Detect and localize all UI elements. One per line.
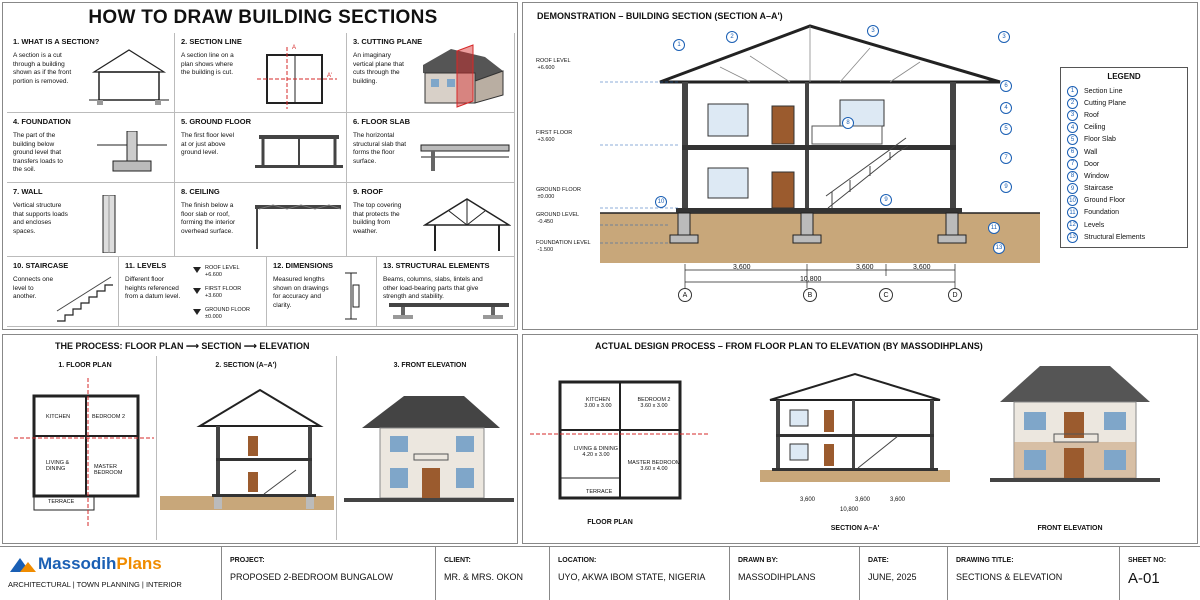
concept-dimensions: 12. DIMENSIONS Measured lengths shown on drawings for accuracy and clarity. (267, 257, 377, 327)
legend-label: Section Line (1084, 87, 1123, 95)
concept-roof: 9. ROOF The top covering that protects the building from weather. (347, 183, 515, 257)
callout-9b: 9 (880, 194, 892, 206)
legend-number-icon: 12 (1067, 220, 1078, 231)
legend-title: LEGEND (1107, 72, 1141, 81)
ap-bedroom2: BEDROOM 2 3.60 x 3.00 (637, 397, 671, 409)
legend-label: Ground Floor (1084, 197, 1126, 205)
demo-axis-b: B (803, 288, 817, 302)
legend-number-icon: 1 (1067, 86, 1078, 97)
actual-caption-elevation: FRONT ELEVATION (1037, 525, 1103, 532)
brand-name: Massodih (38, 554, 117, 573)
legend-number-icon: 6 (1067, 147, 1078, 158)
dimension-sketch (339, 271, 363, 321)
tb-drawn-by: DRAWN BY: MASSODIHPLANS (730, 547, 860, 600)
foundation-sketch (97, 131, 167, 179)
demo-axis-c: C (879, 288, 893, 302)
process-title: THE PROCESS: FLOOR PLAN ⟶ SECTION ⟶ ELEVATION (55, 341, 310, 351)
ap-kitchen: KITCHEN 3.00 x 3.00 (584, 397, 612, 409)
legend-item (1067, 183, 1181, 195)
cutting-plane-sketch (415, 43, 511, 109)
concept-floor-slab: 6. FLOOR SLAB The horizontal structural slab that forms the floor surface. (347, 113, 515, 183)
floor-slab-sketch (419, 135, 511, 175)
actual-section (760, 370, 950, 490)
callout-3a: 3 (867, 25, 879, 37)
ap-living: LIVING & DINING 4.20 x 3.00 (573, 446, 618, 458)
legend-label: Foundation (1084, 209, 1120, 217)
demo-level-first: FIRST FLOOR +3.600 (536, 130, 573, 143)
legend-item (1067, 122, 1181, 134)
legend-number-icon: 11 (1067, 207, 1078, 218)
callout-11: 11 (988, 222, 1000, 234)
callout-2: 2 (726, 31, 738, 43)
staircase-sketch (55, 271, 115, 325)
demo-dim-bc: 3,600 (856, 264, 874, 271)
concept-levels: 11. LEVELS Different floor heights referenced from a datum level. ROOF LEVEL +6.600 FIRST FLOOR +3.600 GROUND FLOOR ±0.000 (119, 257, 267, 327)
demo-level-roof: ROOF LEVEL +6.600 (536, 58, 571, 71)
tb-date: DATE: JUNE, 2025 (860, 547, 948, 600)
legend-number-icon: 3 (1067, 110, 1078, 121)
demo-axis-d: D (948, 288, 962, 302)
demo-dim-total: 10,800 (800, 276, 822, 283)
demo-dim-cd: 3,600 (913, 264, 931, 271)
demo-level-foundation: FOUNDATION LEVEL -1.500 (536, 240, 591, 253)
legend-number-icon: 8 (1067, 171, 1078, 182)
callout-6: 6 (1000, 80, 1012, 92)
legend-number-icon: 5 (1067, 134, 1078, 145)
legend-number-icon: 10 (1067, 195, 1078, 206)
legend-label: Roof (1084, 111, 1099, 119)
legend-number-icon: 13 (1067, 232, 1078, 243)
pp-terrace: TERRACE (48, 499, 75, 505)
legend (1060, 67, 1188, 248)
callout-4: 4 (1000, 102, 1012, 114)
tb-location: LOCATION: UYO, AKWA IBOM STATE, NIGERIA (550, 547, 730, 600)
legend-item (1067, 158, 1181, 170)
callout-7: 7 (1000, 152, 1012, 164)
callout-9: 9 (1000, 181, 1012, 193)
ap-terrace: TERRACE (586, 489, 613, 495)
legend-label: Wall (1084, 148, 1098, 156)
legend-label: Door (1084, 160, 1100, 168)
legend-number-icon: 2 (1067, 98, 1078, 109)
mini-level-roof: ROOF LEVEL +6.600 (205, 265, 240, 278)
demo-level-ground-floor: GROUND FLOOR ±0.000 (536, 187, 581, 200)
concept-section-line: 2. SECTION LINE A section line on a plan shows where the building is cut. A A' (175, 33, 347, 113)
process-step-elevation: 3. FRONT ELEVATION (393, 362, 467, 369)
mini-level-ground: GROUND FLOOR ±0.000 (205, 307, 250, 320)
brand-logo-icon (8, 554, 38, 574)
structural-sketch (387, 301, 511, 323)
legend-label: Cutting Plane (1084, 99, 1127, 107)
as-dim-3: 3,600 (890, 497, 906, 503)
tb-project: PROJECT: PROPOSED 2-BEDROOM BUNGALOW (222, 547, 436, 600)
actual-caption-plan: FLOOR PLAN (587, 519, 633, 526)
legend-item (1067, 195, 1181, 207)
legend-label: Staircase (1084, 185, 1114, 193)
svg-text:A': A' (327, 73, 333, 79)
legend-item (1067, 170, 1181, 182)
pp-master: MASTER BEDROOM (94, 464, 123, 476)
tb-sheet-no: SHEET NO: A-01 (1128, 557, 1167, 587)
main-title: HOW TO DRAW BUILDING SECTIONS (88, 7, 438, 28)
tb-client: CLIENT: MR. & MRS. OKON (436, 547, 550, 600)
callout-5: 5 (1000, 123, 1012, 135)
demo-title: DEMONSTRATION – BUILDING SECTION (SECTION A–A') (537, 11, 783, 21)
wall-sketch (99, 195, 119, 253)
title-block-brand: Massodih Plans ARCHITECTURAL | TOWN PLANNING | INTERIOR (0, 547, 222, 600)
demo-axis-a: A (678, 288, 692, 302)
as-dim-total: 10,800 (840, 507, 859, 513)
section-line-sketch (257, 41, 342, 109)
actual-caption-section: SECTION A–A' (830, 525, 880, 532)
concept-foundation: 4. FOUNDATION The part of the building below ground level that transfers loads to the soil. (7, 113, 175, 183)
legend-number-icon: 9 (1067, 183, 1078, 194)
legend-label: Window (1084, 172, 1109, 180)
pp-kitchen: KITCHEN (46, 414, 71, 420)
legend-item (1067, 231, 1181, 243)
demo-dim-ab: 3,600 (733, 264, 751, 271)
legend-item (1067, 207, 1181, 219)
level-markers (191, 265, 205, 325)
legend-item (1067, 219, 1181, 231)
legend-item (1067, 146, 1181, 158)
concept-structural: 13. STRUCTURAL ELEMENTS Beams, columns, slabs, lintels and other load-bearing parts that give strength and stability. (377, 257, 515, 327)
legend-item (1067, 85, 1181, 97)
section-sketch (89, 47, 169, 107)
concept-cutting-plane: 3. CUTTING PLANE An imaginary vertical plane that cuts through the building. (347, 33, 515, 113)
pp-living: LIVING & DINING (46, 460, 70, 472)
svg-text:A: A (292, 45, 297, 51)
legend-label: Levels (1084, 221, 1105, 229)
concepts-panel (2, 2, 518, 330)
brand-tagline: ARCHITECTURAL | TOWN PLANNING | INTERIOR (8, 580, 182, 589)
as-dim-2: 3,600 (855, 497, 871, 503)
ceiling-sketch (253, 201, 343, 251)
as-dim-1: 3,600 (800, 497, 816, 503)
process-section (160, 378, 334, 528)
legend-label: Structural Elements (1084, 233, 1146, 241)
actual-floor-plan (530, 360, 710, 516)
process-elevation (344, 378, 514, 528)
actual-title: ACTUAL DESIGN PROCESS – FROM FLOOR PLAN TO ELEVATION (BY MASSODIHPLANS) (595, 341, 983, 351)
concept-ceiling: 8. CEILING The finish below a floor slab or roof, forming the interior overhead surface. (175, 183, 347, 257)
process-step-section: 2. SECTION (A–A') (215, 362, 277, 369)
ground-floor-sketch (255, 129, 343, 177)
ap-master: MASTER BEDROOM 3.60 x 4.00 (627, 460, 681, 472)
legend-item (1067, 97, 1181, 109)
concept-wall: 7. WALL Vertical structure that supports loads and encloses spaces. (7, 183, 175, 257)
process-step-plan: 1. FLOOR PLAN (58, 362, 112, 369)
callout-8: 8 (842, 117, 854, 129)
concept-staircase: 10. STAIRCASE Connects one level to another. (7, 257, 119, 327)
legend-item (1067, 109, 1181, 121)
legend-item (1067, 134, 1181, 146)
callout-1: 1 (673, 39, 685, 51)
tb-drawing-title: DRAWING TITLE: SECTIONS & ELEVATION (948, 547, 1120, 600)
demo-section-drawing (600, 20, 1040, 300)
pp-bedroom2: BEDROOM 2 (92, 414, 126, 420)
concept-what-is-section: 1. WHAT IS A SECTION? A section is a cut through a building shown as if the front portion is removed. (7, 33, 175, 113)
actual-elevation (990, 362, 1160, 484)
callout-3b: 3 (998, 31, 1010, 43)
legend-number-icon: 7 (1067, 159, 1078, 170)
mini-level-first: FIRST FLOOR +3.600 (205, 286, 242, 299)
demo-level-ground: GROUND LEVEL -0.450 (536, 212, 580, 225)
legend-label: Floor Slab (1084, 136, 1116, 144)
process-floor-plan (14, 378, 154, 528)
callout-10: 10 (655, 196, 667, 208)
legend-number-icon: 4 (1067, 122, 1078, 133)
concept-ground-floor: 5. GROUND FLOOR The first floor level at or just above ground level. (175, 113, 347, 183)
legend-label: Ceiling (1084, 124, 1106, 132)
roof-sketch (423, 197, 511, 253)
callout-13: 13 (993, 242, 1005, 254)
